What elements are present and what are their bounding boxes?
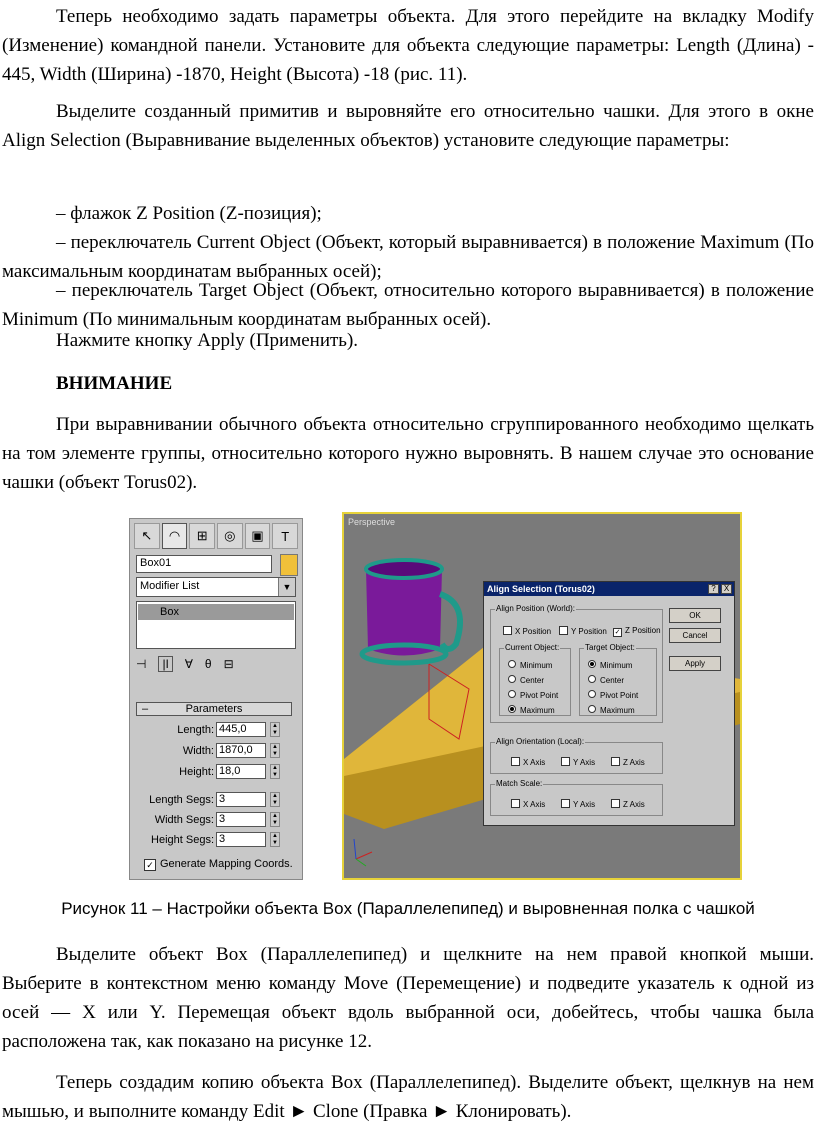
param-row: [130, 743, 304, 761]
orient-y-checkbox[interactable]: [561, 757, 595, 767]
scale-x-checkbox[interactable]: [511, 799, 545, 809]
close-icon[interactable]: X: [721, 584, 732, 594]
display-tab-icon[interactable]: ▣: [245, 523, 271, 549]
viewport-label[interactable]: Perspective: [348, 517, 396, 527]
parameters-rollout-header[interactable]: [136, 702, 292, 716]
spinner-icon[interactable]: ▲ ▼: [270, 832, 280, 847]
orient-x-checkbox[interactable]: [511, 757, 545, 767]
bullet-2: – переключатель Current Object (Объект, который выравнивается) в положение Maximum (По максимальным координатам выбранных осей);: [2, 232, 814, 282]
match-scale-group: [490, 779, 663, 816]
make-unique-icon[interactable]: ∀: [184, 657, 193, 671]
orient-z-checkbox[interactable]: [611, 757, 645, 767]
option-label: Pivot Point: [520, 691, 559, 700]
show-end-result-icon[interactable]: |ǀ: [158, 656, 172, 672]
align-position-group: [490, 604, 663, 723]
width-segs-field[interactable]: 3: [216, 812, 266, 827]
group-title: Align Orientation (Local):: [496, 737, 585, 746]
paragraph-1: Теперь необходимо задать параметры объекта. Для этого перейдите на вкладку Modify (Изменение) командной панели. Установите для объекта следующие параметры: Length (Длина) - 445, Width (Ширина) -1870, Height (Высота) -18 (рис. 11).: [2, 6, 814, 85]
current-center-radio[interactable]: [508, 675, 544, 685]
spinner-icon[interactable]: ▲ ▼: [270, 764, 280, 779]
option-label: Y Axis: [573, 800, 596, 809]
width-field[interactable]: 1870,0: [216, 743, 266, 758]
modifier-stack: [136, 601, 296, 649]
option-label: Center: [600, 676, 625, 685]
option-label: Pivot Point: [600, 691, 639, 700]
scale-z-checkbox[interactable]: [611, 799, 645, 809]
modify-tab-icon[interactable]: ◠: [162, 523, 188, 549]
spinner-icon[interactable]: ▲ ▼: [270, 812, 280, 827]
y-axis-icon: [356, 859, 366, 866]
spinner-icon[interactable]: ▲ ▼: [270, 743, 280, 758]
param-row: [130, 812, 304, 830]
target-minimum-radio[interactable]: [588, 660, 632, 670]
dialog-title: Align Selection (Torus02): [484, 582, 734, 596]
bullet-3: – переключатель Target Object (Объект, относительно которого выравнивается) в положение Minimum (По минимальным координатам выбранных осей).: [2, 280, 814, 330]
cancel-button[interactable]: Cancel: [669, 628, 721, 643]
param-label: Height Segs:: [151, 834, 214, 846]
target-center-radio[interactable]: [588, 675, 624, 685]
motion-tab-icon[interactable]: ◎: [217, 523, 243, 549]
command-panel: [129, 518, 303, 880]
length-segs-field[interactable]: 3: [216, 792, 266, 807]
checkmark-icon: ✓: [144, 859, 156, 871]
z-position-checkbox[interactable]: ✓ Z Position: [614, 626, 661, 636]
param-label: Length:: [177, 724, 214, 736]
mug-handle: [440, 594, 460, 649]
paragraph-6: Теперь создадим копию объекта Box (Параллелепипед). Выделите объект, щелкнув на нем мышью, и выполните команду Edit ► Clone (Правка ► Клонировать).: [2, 1072, 814, 1122]
figure-caption: Рисунок 11 – Настройки объекта Box (Параллелепипед) и выровненная полка с чашкой: [61, 899, 755, 918]
param-label: Height:: [179, 766, 214, 778]
generate-mapping-checkbox[interactable]: [144, 858, 293, 871]
hierarchy-tab-icon[interactable]: ⊞: [189, 523, 215, 549]
target-pivot-radio[interactable]: [588, 690, 638, 700]
option-label: Y Axis: [573, 758, 596, 767]
apply-button[interactable]: Apply: [669, 656, 721, 671]
modifier-list-label: Modifier List: [140, 580, 200, 592]
align-orientation-group: [490, 737, 663, 774]
rollout-title: Parameters: [185, 703, 243, 715]
ok-button[interactable]: OK: [669, 608, 721, 623]
group-title: Align Position (World):: [496, 604, 575, 613]
group-title: Current Object:: [505, 643, 560, 652]
chevron-down-icon[interactable]: ▼: [278, 578, 295, 596]
param-row: [130, 764, 304, 782]
paragraph-2: Выделите созданный примитив и выровняйте его относительно чашки. Для этого в окне Align Selection (Выравнивание выделенных объектов) установите следующие параметры:: [2, 101, 814, 151]
object-name-field[interactable]: Box01: [136, 555, 272, 573]
current-pivot-radio[interactable]: [508, 690, 558, 700]
option-label: X Axis: [523, 758, 546, 767]
option-label: Z Axis: [623, 758, 645, 767]
option-label: X Axis: [523, 800, 546, 809]
object-color-swatch[interactable]: [280, 554, 298, 576]
param-row: [130, 792, 304, 810]
utilities-tab-icon[interactable]: T: [272, 523, 298, 549]
param-row: [130, 722, 304, 740]
option-label: Maximum: [600, 706, 635, 715]
collapse-icon: –: [142, 703, 149, 715]
stack-item-box[interactable]: Box: [138, 604, 294, 620]
paragraph-5: Выделите объект Box (Параллелепипед) и щелкните на нем правой кнопкой мыши. Выберите в контекстном меню команду Move (Перемещение) и подведите указатель к одной из осей — X или Y. Перемещая объект вдоль выбранной оси, добейтесь, чтобы чашка была расположена так, как показано на рисунке 12.: [2, 944, 814, 1052]
group-title: Match Scale:: [496, 779, 543, 788]
spinner-icon[interactable]: ▲ ▼: [270, 792, 280, 807]
option-label: X Position: [515, 627, 552, 636]
x-axis-icon: [356, 852, 372, 859]
target-maximum-radio[interactable]: [588, 705, 635, 715]
scale-y-checkbox[interactable]: [561, 799, 595, 809]
option-label: Maximum: [520, 706, 555, 715]
param-label: Width:: [182, 745, 214, 757]
heading-attention: ВНИМАНИЕ: [56, 373, 173, 394]
option-label: Center: [520, 676, 545, 685]
bullet-1: – флажок Z Position (Z-позиция);: [56, 203, 322, 224]
panel-tabs: [134, 523, 298, 553]
create-tab-icon[interactable]: ↖: [134, 523, 160, 549]
param-row: [130, 832, 304, 850]
help-icon[interactable]: ?: [708, 584, 719, 594]
option-label: Y Position: [571, 627, 607, 636]
stack-tools: [136, 654, 296, 674]
remove-modifier-icon[interactable]: θ: [204, 657, 212, 671]
group-title: Target Object:: [585, 643, 635, 652]
target-object-group: [579, 643, 657, 716]
align-selection-dialog: [483, 581, 735, 826]
current-minimum-radio[interactable]: [508, 660, 552, 670]
checkbox-label: Generate Mapping Coords.: [160, 858, 293, 870]
y-position-checkbox[interactable]: [559, 626, 607, 636]
paragraph-4: При выравнивании обычного объекта относительно сгруппированного необходимо щелкать на том элементе группы, относительно которого нужно выровнять. В нашем случае это основание чашки (объект Torus02).: [2, 414, 814, 493]
x-position-checkbox[interactable]: [503, 626, 551, 636]
option-label: Minimum: [600, 661, 633, 670]
param-label: Length Segs:: [149, 794, 214, 806]
mug-rim: [366, 560, 442, 578]
current-object-group: [499, 643, 571, 716]
paragraph-3: Нажмите кнопку Apply (Применить).: [56, 330, 359, 351]
modifier-list-dropdown[interactable]: [136, 577, 296, 597]
configure-sets-icon[interactable]: ⊟: [223, 657, 234, 671]
current-maximum-radio[interactable]: [508, 705, 555, 715]
length-field[interactable]: 445,0: [216, 722, 266, 737]
option-label: Z Position: [625, 626, 661, 635]
option-label: Minimum: [520, 661, 553, 670]
height-field[interactable]: 18,0: [216, 764, 266, 779]
height-segs-field[interactable]: 3: [216, 832, 266, 847]
z-axis-icon: [354, 839, 356, 859]
param-label: Width Segs:: [154, 814, 214, 826]
spinner-icon[interactable]: ▲ ▼: [270, 722, 280, 737]
pin-stack-icon[interactable]: ⊣: [136, 657, 147, 671]
option-label: Z Axis: [623, 800, 645, 809]
